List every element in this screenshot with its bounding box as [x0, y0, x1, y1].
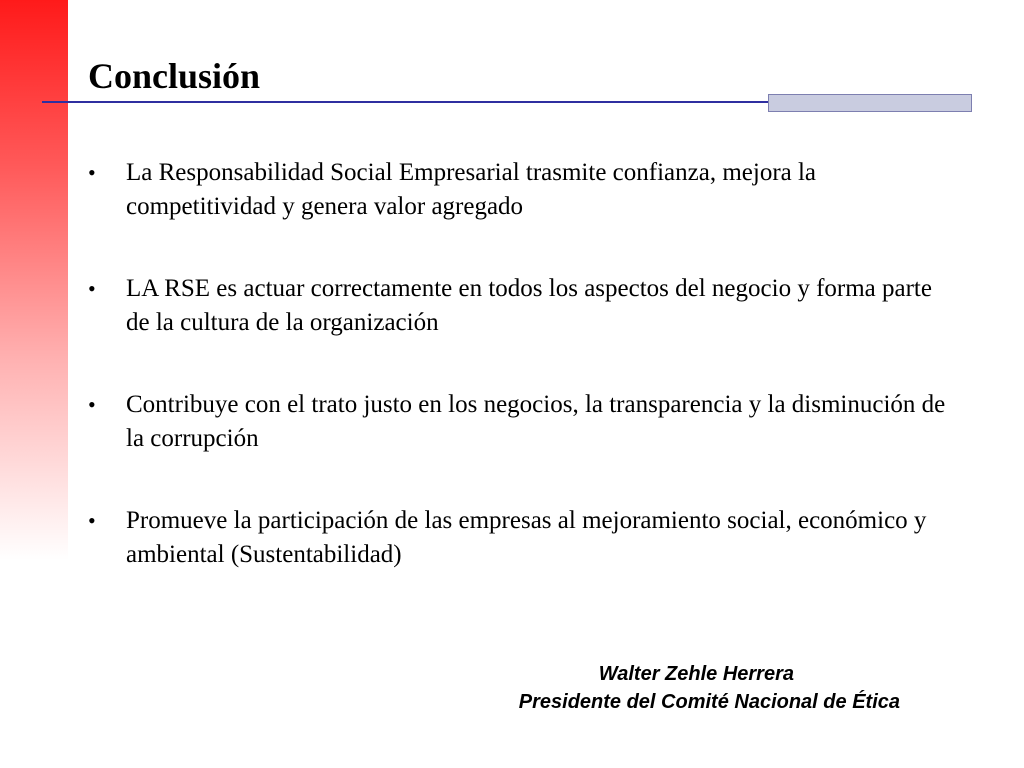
bullet-symbol: • — [88, 160, 96, 185]
signature-role: Presidente del Comité Nacional de Ética — [518, 691, 900, 713]
title-accent-bar — [768, 94, 972, 112]
bullet-item — [88, 388, 948, 456]
bullet-symbol: • — [88, 508, 96, 533]
bullet-text: Contribuye con el trato justo en los negocios, la transparencia y la disminución de la corrupción — [126, 391, 946, 452]
bullet-item — [88, 504, 948, 572]
bullet-item — [88, 272, 948, 340]
signature-block — [400, 660, 900, 716]
side-gradient-band — [0, 0, 68, 560]
bullet-text: LA RSE es actuar correctamente en todos los aspectos del negocio y forma parte de la cultura de la organización — [126, 275, 932, 336]
bullet-symbol: • — [88, 276, 96, 301]
bullet-item — [88, 156, 948, 224]
bullet-text: La Responsabilidad Social Empresarial trasmite confianza, mejora la competitividad y genera valor agregado — [126, 159, 817, 220]
bullet-list — [88, 156, 948, 620]
signature-name: Walter Zehle Herrera — [598, 663, 794, 685]
bullet-symbol: • — [88, 392, 96, 417]
slide-title: Conclusión — [88, 56, 261, 96]
bullet-text: Promueve la participación de las empresas al mejoramiento social, económico y ambiental (Sustentabilidad) — [126, 507, 927, 568]
